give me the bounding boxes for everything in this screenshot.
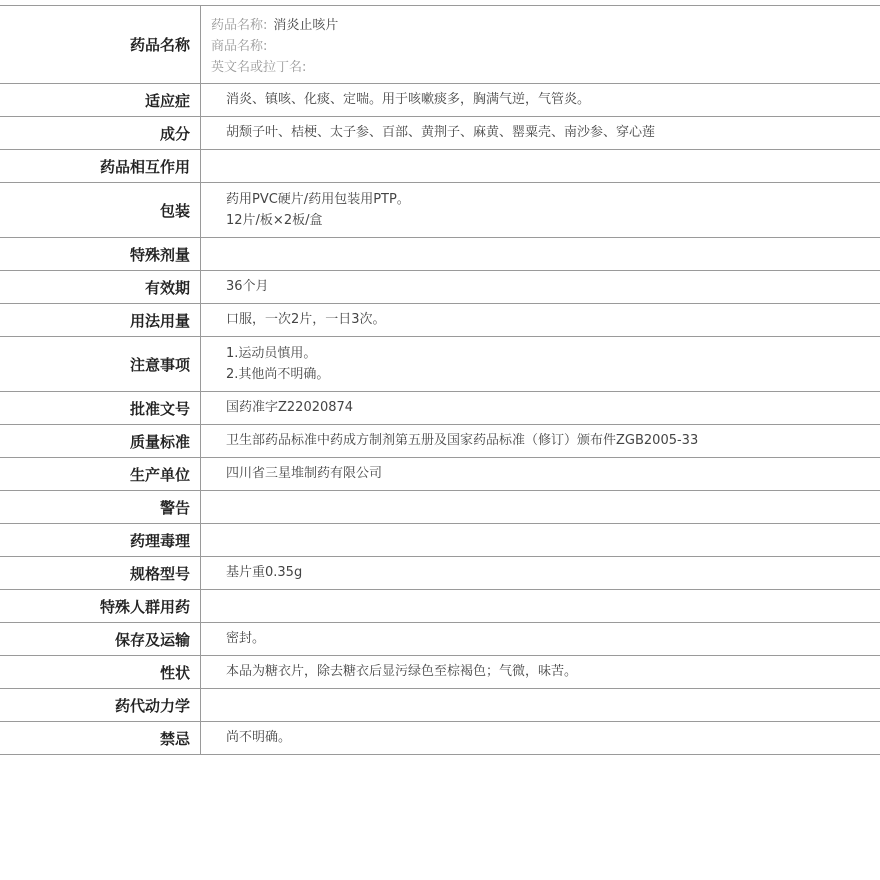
row-label: 药理毒理 [0,524,201,557]
row-value-line: 胡颓子叶、桔梗、太子参、百部、黄荆子、麻黄、罂粟壳、南沙参、穿心莲 [226,125,656,140]
row-label: 有效期 [0,271,201,304]
trade-name-line [211,36,868,57]
spec-row [0,425,880,458]
drug-spec-table [0,5,880,755]
row-value [201,623,880,656]
spec-row [0,304,880,337]
spec-row [0,337,880,392]
row-value [201,590,880,623]
spec-row-drug-name [0,6,880,84]
row-value [201,557,880,590]
row-label: 药品名称 [0,6,201,84]
row-value [201,722,880,755]
row-value-line: 36个月 [226,279,269,294]
row-label: 规格型号 [0,557,201,590]
row-value-line: 12片/板×2板/盒 [226,213,323,228]
row-value [201,392,880,425]
row-label: 成分 [0,117,201,150]
row-value-line: 1.运动员慎用。 [226,346,317,361]
spec-row [0,117,880,150]
row-value-line: 四川省三星堆制药有限公司 [226,466,383,481]
generic-name-value: 消炎止咳片 [273,18,339,33]
spec-row [0,722,880,755]
spec-row [0,183,880,238]
row-value [201,425,880,458]
row-value [201,117,880,150]
row-value [201,84,880,117]
row-value [201,689,880,722]
row-label: 性状 [0,656,201,689]
row-value [201,304,880,337]
row-label: 适应症 [0,84,201,117]
row-value-line: 密封。 [226,631,266,646]
generic-name-label: 药品名称: [211,18,268,33]
english-name-line [211,57,868,78]
row-value [201,271,880,304]
spec-row [0,491,880,524]
row-label: 药代动力学 [0,689,201,722]
row-label: 禁忌 [0,722,201,755]
trade-name-label: 商品名称: [211,39,268,54]
row-value [201,656,880,689]
english-name-label: 英文名或拉丁名: [211,60,307,75]
row-value [201,6,880,84]
row-value-line: 卫生部药品标准中药成方制剂第五册及国家药品标准（修订）颁布件ZGB2005-33 [226,433,699,448]
row-value-line: 药用PVC硬片/药用包装用PTP。 [226,192,410,207]
row-label: 用法用量 [0,304,201,337]
spec-row [0,271,880,304]
row-label: 生产单位 [0,458,201,491]
spec-row [0,238,880,271]
row-value-line: 口服，一次2片，一日3次。 [226,312,386,327]
row-label: 质量标准 [0,425,201,458]
row-label: 特殊剂量 [0,238,201,271]
row-value [201,491,880,524]
spec-row [0,590,880,623]
row-value-line: 消炎、镇咳、化痰、定喘。用于咳嗽痰多，胸满气逆，气管炎。 [226,92,591,107]
spec-row [0,623,880,656]
row-label: 批准文号 [0,392,201,425]
row-label: 警告 [0,491,201,524]
row-value [201,183,880,238]
row-value [201,524,880,557]
spec-row [0,392,880,425]
row-label: 注意事项 [0,337,201,392]
generic-name-line [211,15,868,36]
row-value [201,150,880,183]
row-value [201,238,880,271]
row-value-line: 国药准字Z22020874 [226,400,354,415]
row-label: 药品相互作用 [0,150,201,183]
spec-row [0,524,880,557]
row-label: 保存及运输 [0,623,201,656]
row-value-line: 本品为糖衣片，除去糖衣后显污绿色至棕褐色；气微，味苦。 [226,664,578,679]
drug-spec-sheet [0,5,880,755]
spec-row [0,689,880,722]
row-value [201,458,880,491]
spec-row [0,557,880,590]
row-label: 特殊人群用药 [0,590,201,623]
row-value-line: 尚不明确。 [226,730,292,745]
row-value-line: 2.其他尚不明确。 [226,367,330,382]
row-label: 包装 [0,183,201,238]
spec-row [0,150,880,183]
spec-row [0,656,880,689]
row-value-line: 基片重0.35g [226,565,303,580]
row-value [201,337,880,392]
spec-row [0,458,880,491]
spec-row [0,84,880,117]
